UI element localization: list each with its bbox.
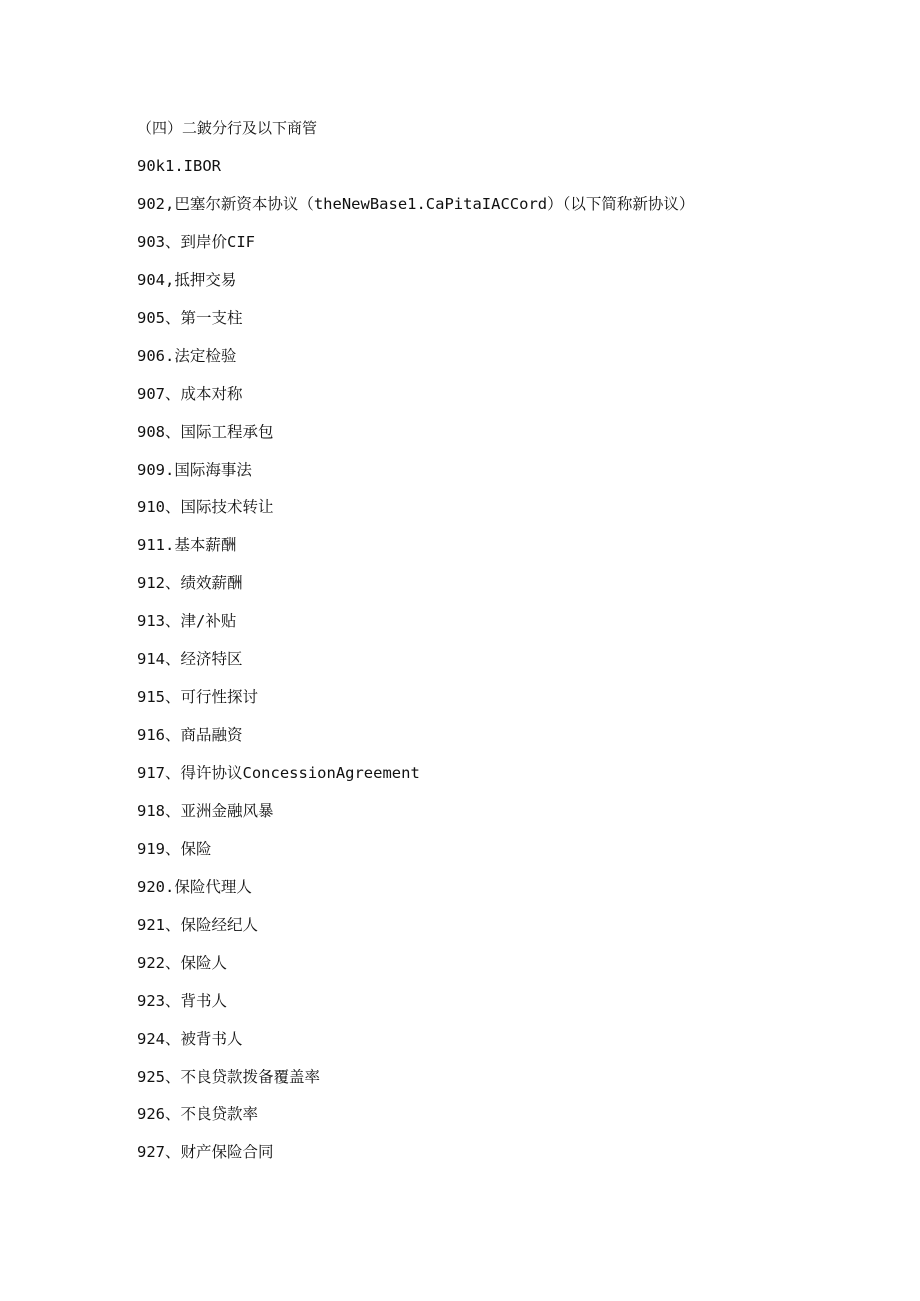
term-item: 909.国际海事法 <box>137 460 252 479</box>
term-item: 907、成本对称 <box>137 384 243 403</box>
term-item: 911.基本薪酬 <box>137 536 237 555</box>
term-item: 925、不良贷款拨备覆盖率 <box>137 1067 320 1086</box>
term-item: 915、可行性探讨 <box>137 688 258 707</box>
term-item: 913、津/补贴 <box>137 612 237 631</box>
term-item: 919、保险 <box>137 839 212 858</box>
term-item: 904,抵押交易 <box>137 270 237 289</box>
term-item: 921、保险经纪人 <box>137 915 258 934</box>
term-list <box>137 156 694 1180</box>
term-item: 917、得许协议ConcessionAgreement <box>137 764 420 782</box>
term-item: 908、国际工程承包 <box>137 422 274 441</box>
term-item: 912、绩效薪酬 <box>137 574 243 593</box>
term-item: 927、财产保险合同 <box>137 1143 274 1162</box>
term-item: 914、经济特区 <box>137 650 243 669</box>
term-item: 923、背书人 <box>137 991 227 1010</box>
term-item: 905、第一支柱 <box>137 308 243 327</box>
term-item: 910、国际技术转让 <box>137 498 274 517</box>
term-item: 903、到岸价CIF <box>137 232 255 251</box>
section-heading: （四）二鈹分行及以下商管 <box>137 119 318 137</box>
term-item: 918、亚洲金融风暴 <box>137 801 274 820</box>
term-item: 920.保险代理人 <box>137 877 252 896</box>
term-item: 90k1.IBOR <box>137 157 221 175</box>
term-item: 916、商品融资 <box>137 726 243 745</box>
term-item: 926、不良贷款率 <box>137 1105 258 1124</box>
term-item: 922、保险人 <box>137 953 227 972</box>
term-item: 902,巴塞尔新资本协议（theNewBase1.CaPitaIACCord）（以下简称新协议） <box>137 194 695 213</box>
term-item: 906.法定检验 <box>137 346 237 365</box>
term-item: 924、被背书人 <box>137 1029 243 1048</box>
